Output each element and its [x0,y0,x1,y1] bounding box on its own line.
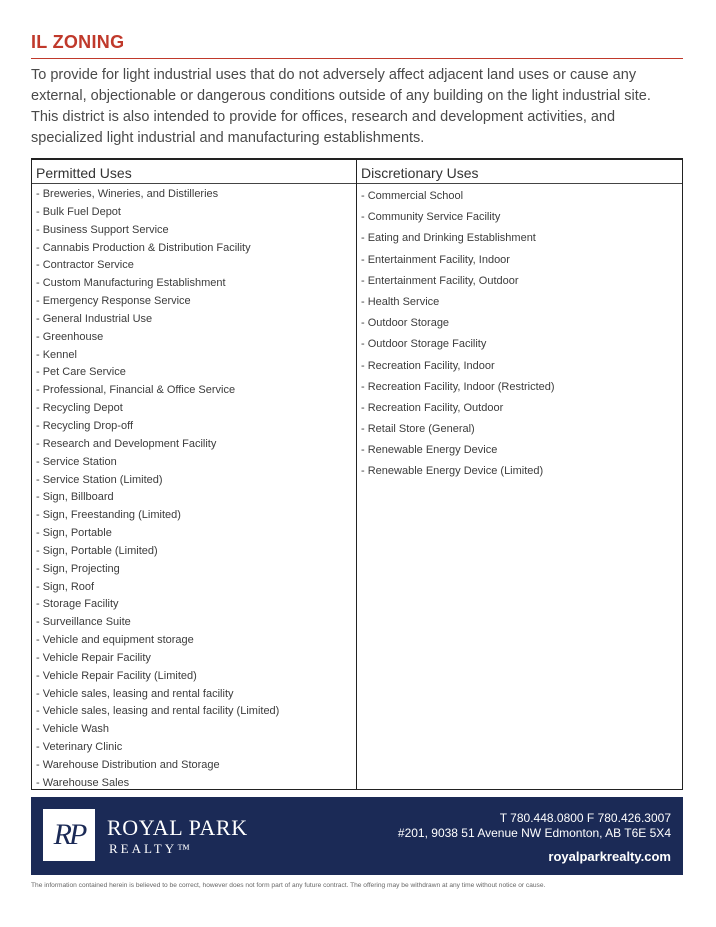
permitted-use-item: - General Industrial Use [36,312,153,325]
royal-park-logo [43,809,95,861]
permitted-use-item: - Surveillance Suite [36,616,131,629]
discretionary-use-item: - Retail Store (General) [361,423,475,436]
permitted-use-item: - Sign, Portable (Limited) [36,544,158,557]
permitted-use-item: - Vehicle Wash [36,723,109,736]
permitted-use-item: - Contractor Service [36,259,134,272]
discretionary-use-item: - Renewable Energy Device (Limited) [361,465,544,478]
permitted-use-item: - Business Support Service [36,223,169,236]
permitted-use-item: - Warehouse Distribution and Storage [36,759,220,771]
discretionary-uses-heading: Discretionary Uses [357,160,682,184]
legal-disclaimer: The information contained herein is believed to be correct, however does not form part of any future contract. The offering may be withdrawn at any time without notice or cause. [31,882,546,889]
discretionary-use-item: - Outdoor Storage Facility [361,338,487,351]
permitted-use-item: - Recycling Drop-off [36,419,133,432]
footer-banner [31,797,683,875]
discretionary-use-item: - Community Service Facility [361,211,501,224]
discretionary-use-item: - Health Service [361,295,440,308]
permitted-use-item: - Sign, Roof [36,580,95,593]
permitted-use-item: - Greenhouse [36,330,104,343]
permitted-use-item: - Sign, Billboard [36,491,114,504]
permitted-use-item: - Professional, Financial & Office Service [36,384,236,397]
contact-phone-fax: T 780.448.0800 F 780.426.3007 [499,811,671,825]
permitted-use-item: - Storage Facility [36,598,119,611]
permitted-use-item: - Emergency Response Service [36,295,191,308]
discretionary-use-item: - Renewable Energy Device [361,444,498,457]
discretionary-use-item: - Eating and Drinking Establishment [361,232,536,245]
contact-address: #201, 9038 51 Avenue NW Edmonton, AB T6E 5X4 [397,826,671,840]
discretionary-use-item: - Entertainment Facility, Indoor [361,253,510,266]
page-title: IL ZONING [31,32,125,52]
permitted-use-item: - Sign, Portable [36,527,112,540]
permitted-use-item: - Recycling Depot [36,402,123,415]
discretionary-uses-column [357,160,682,789]
permitted-use-item: - Pet Care Service [36,366,126,379]
brand-name: ROYAL PARK [107,815,248,840]
permitted-use-item: - Warehouse Sales [36,776,130,789]
discretionary-use-item: - Entertainment Facility, Outdoor [361,274,519,287]
permitted-use-item: - Sign, Freestanding (Limited) [36,509,181,522]
discretionary-use-item: - Recreation Facility, Indoor (Restricted) [361,380,555,393]
permitted-use-item: - Custom Manufacturing Establishment [36,277,226,290]
brand-subtitle: REALTY™ [109,841,193,856]
permitted-use-item: - Vehicle Repair Facility (Limited) [36,669,197,682]
permitted-use-item: - Service Station (Limited) [36,473,163,486]
discretionary-use-item: - Recreation Facility, Outdoor [361,401,504,414]
permitted-use-item: - Vehicle Repair Facility [36,651,151,664]
permitted-use-item: - Sign, Projecting [36,562,120,575]
discretionary-use-item: - Outdoor Storage [361,317,450,330]
discretionary-uses-list [357,184,682,483]
permitted-use-item: - Bulk Fuel Depot [36,205,121,218]
permitted-uses-column [32,160,357,789]
permitted-use-item: - Vehicle sales, leasing and rental facility [36,687,234,700]
zoning-description: To provide for light industrial uses that do not adversely affect adjacent land uses or cause any external, objectionable or dangerous conditions outside of any building on the light industrial site. This district is also intended to provide for offices, research and development activities, and specialized light industrial and manufacturing establishments. [31,67,651,146]
permitted-uses-heading: Permitted Uses [32,160,356,184]
permitted-uses-list [32,184,356,793]
permitted-use-item: - Cannabis Production & Distribution Facility [36,241,251,254]
permitted-use-item: - Vehicle and equipment storage [36,634,194,647]
title-divider [31,58,683,59]
permitted-use-item: - Veterinary Clinic [36,741,123,754]
discretionary-use-item: - Recreation Facility, Indoor [361,359,495,372]
permitted-use-item: - Breweries, Wineries, and Distilleries [36,188,219,200]
permitted-use-item: - Research and Development Facility [36,437,217,450]
website-link[interactable]: royalparkrealty.com [548,849,671,864]
uses-table [31,158,683,790]
discretionary-use-item: - Commercial School [361,190,464,202]
permitted-use-item: - Service Station [36,455,117,468]
permitted-use-item: - Kennel [36,348,77,361]
permitted-use-item: - Vehicle sales, leasing and rental facility (Limited) [36,705,280,718]
logo-monogram: RP [53,818,85,851]
